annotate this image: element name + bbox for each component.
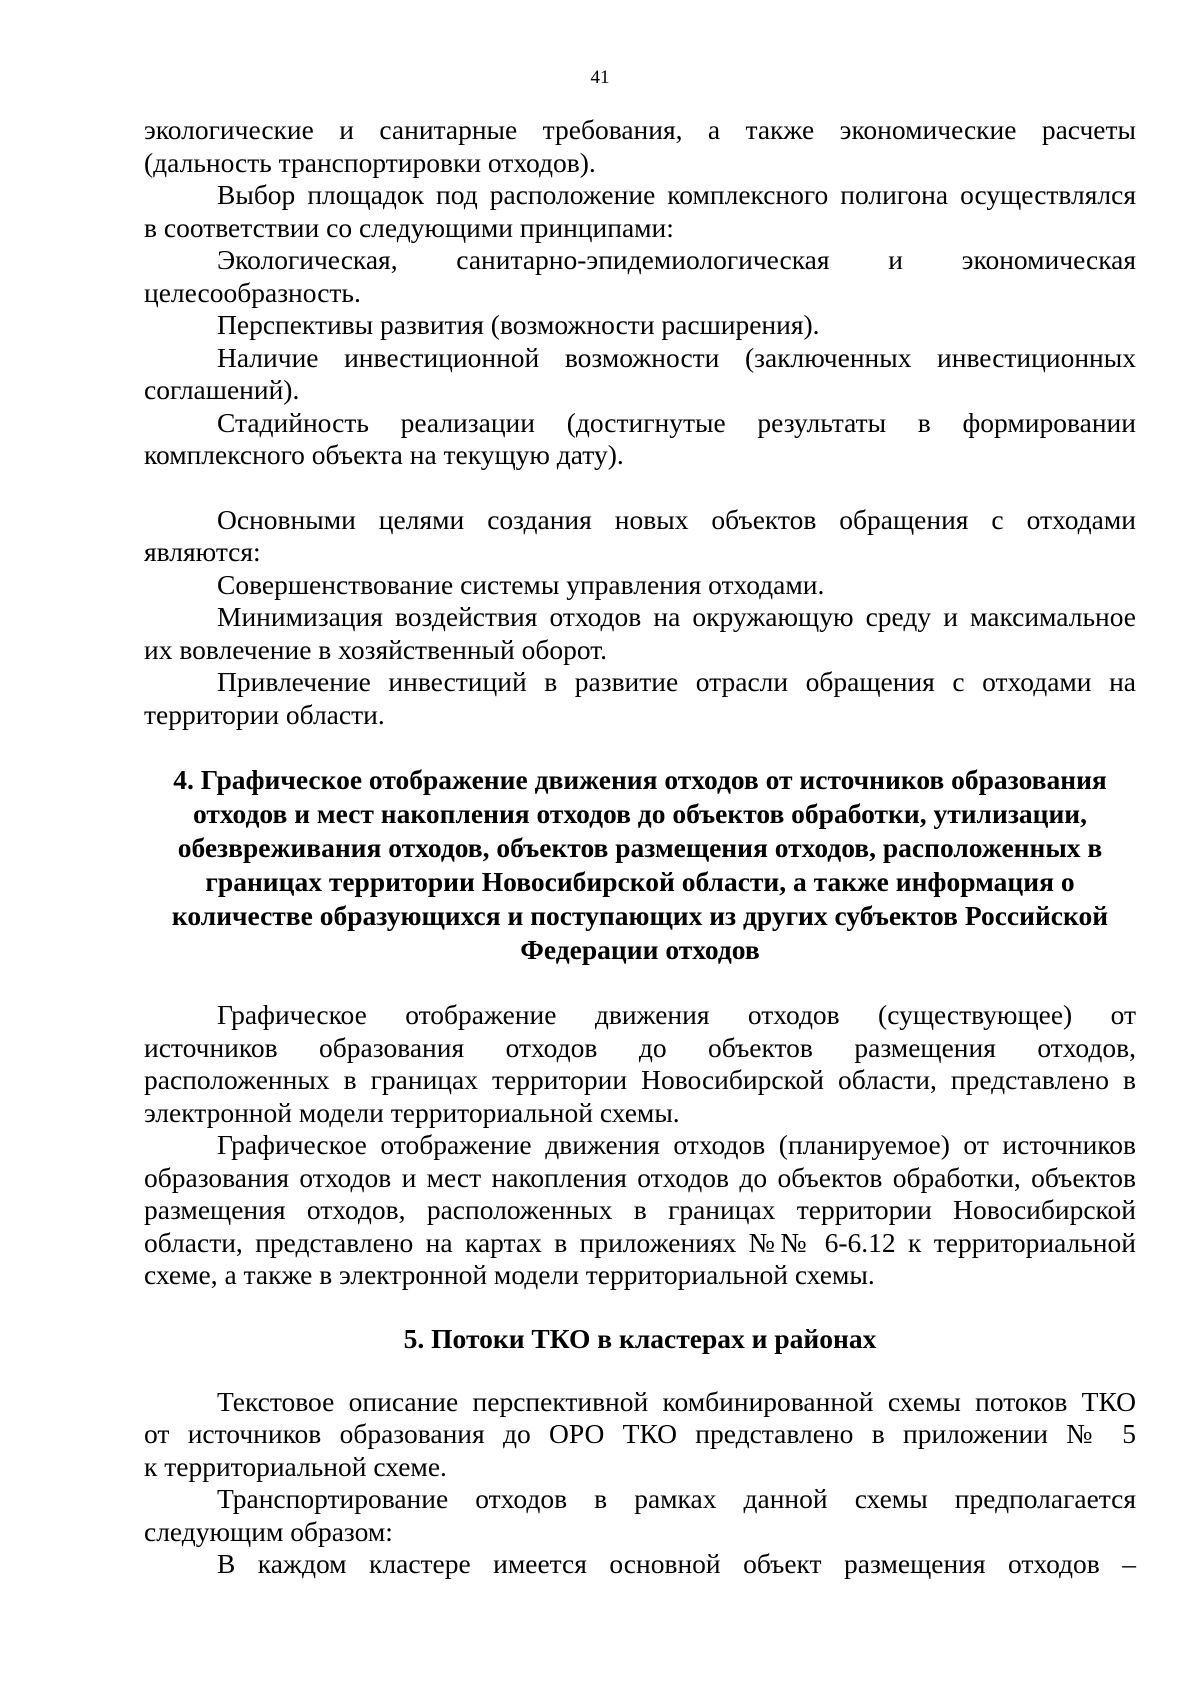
text-line: электронной модели территориальной схемы. — [144, 1096, 680, 1128]
text-line: области, представлено на картах в приложениях №№ 6-6.12 к территориальной — [144, 1226, 1136, 1258]
paragraph — [144, 244, 1136, 309]
text-line: Совершенствование системы управления отходами. — [217, 568, 825, 600]
text-line: территории области. — [144, 698, 385, 730]
text-line: В каждом кластере имеется основной объект размещения отходов – — [217, 1548, 1136, 1579]
text-line: к территориальной схеме. — [144, 1450, 447, 1482]
heading-line: количестве образующихся и поступающих из других субъектов Российской — [171, 900, 1109, 931]
text-line: Привлечение инвестиций в развитие отрасли обращения с отходами на — [217, 666, 1136, 697]
document-body — [144, 114, 1136, 1581]
paragraph-gap — [144, 1356, 1136, 1386]
paragraph — [144, 342, 1136, 407]
text-line: Минимизация воздействия отходов на окружающую среду и максимальное — [217, 601, 1136, 632]
paragraph-gap — [144, 472, 1136, 504]
paragraph — [144, 114, 1136, 179]
text-line: Перспективы развития (возможности расширения). — [217, 309, 820, 340]
heading-line: границах территории Новосибирской области, а также информация о — [205, 866, 1075, 897]
text-line: источников образования отходов до объектов размещения отходов, — [144, 1031, 1136, 1063]
paragraph — [144, 601, 1136, 666]
text-line: экологические и санитарные требования, а также экономические расчеты — [144, 114, 1136, 145]
text-line: Текстовое описание перспективной комбинированной схемы потоков ТКО — [217, 1385, 1136, 1417]
text-line: Основными целями создания новых объектов обращения с отходами — [217, 503, 1136, 535]
paragraph — [144, 569, 1136, 602]
text-line: являются: — [144, 536, 261, 567]
paragraph — [144, 999, 1136, 1129]
text-line: Экологическая, санитарно-эпидемиологическая и экономическая — [217, 244, 1136, 275]
text-line: комплексного объекта на текущую дату). — [144, 439, 624, 470]
text-line: расположенных в границах территории Новосибирской области, представлено в — [144, 1064, 1136, 1095]
text-line: их вовлечение в хозяйственный оборот. — [144, 633, 608, 665]
paragraph-gap — [144, 1292, 1136, 1322]
text-line: Наличие инвестиционной возможности (заключенных инвестиционных — [217, 341, 1136, 373]
text-line: следующим образом: — [144, 1515, 393, 1547]
intro-paragraphs — [144, 114, 1136, 472]
paragraph — [144, 309, 1136, 342]
text-line: соглашений). — [144, 374, 300, 405]
goals-paragraphs — [144, 504, 1136, 732]
text-line: в соответствии со следующими принципами: — [144, 211, 674, 243]
section-4-heading — [144, 763, 1136, 967]
paragraph-gap — [144, 731, 1136, 763]
paragraph-gap — [144, 967, 1136, 999]
text-line: целесообразность. — [144, 276, 361, 308]
heading-line: Федерации отходов — [520, 934, 760, 965]
paragraph — [144, 1548, 1136, 1581]
heading-line: 4. Графическое отображение движения отходов от источников образования — [173, 764, 1107, 795]
text-line: от источников образования до ОРО ТКО представлено в приложении № 5 — [144, 1418, 1136, 1449]
text-line: схеме, а также в электронной модели территориальной схемы. — [144, 1259, 875, 1290]
paragraph — [144, 666, 1136, 731]
paragraph — [144, 407, 1136, 472]
text-line: образования отходов и мест накопления отходов до объектов обработки, объектов — [144, 1161, 1136, 1193]
text-line: Графическое отображение движения отходов (существующее) от — [217, 999, 1136, 1030]
text-line: (дальность транспортировки отходов). — [144, 146, 596, 178]
paragraph — [144, 1129, 1136, 1292]
paragraph — [144, 1483, 1136, 1548]
paragraph — [144, 179, 1136, 244]
page-number: 41 — [590, 67, 610, 88]
paragraph — [144, 504, 1136, 569]
text-line: размещения отходов, расположенных в границах территории Новосибирской — [144, 1194, 1136, 1225]
paragraph — [144, 1386, 1136, 1484]
section-4-paragraphs — [144, 999, 1136, 1292]
heading-line: отходов и мест накопления отходов до объектов обработки, утилизации, — [192, 798, 1088, 829]
text-line: Транспортирование отходов в рамках данной схемы предполагается — [217, 1483, 1136, 1514]
text-line: Стадийность реализации (достигнутые результаты в формировании — [217, 406, 1136, 438]
section-5-paragraphs — [144, 1386, 1136, 1581]
heading-line: обезвреживания отходов, объектов размещения отходов, расположенных в — [177, 832, 1103, 863]
text-line: Выбор площадок под расположение комплексного полигона осуществлялся — [217, 179, 1136, 210]
text-line: Графическое отображение движения отходов (планируемое) от источников — [217, 1129, 1136, 1160]
section-5-heading: 5. Потоки ТКО в кластерах и районах — [403, 1322, 877, 1354]
